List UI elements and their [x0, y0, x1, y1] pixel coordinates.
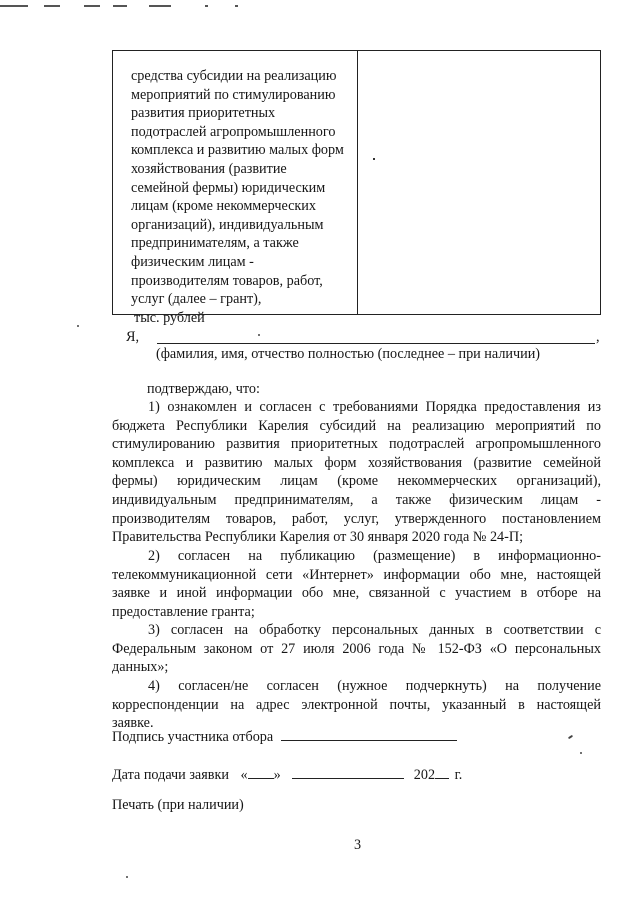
clause-line: 4) согласен/не согласен (нужное подчеркнуть) на получение: [148, 678, 601, 694]
confirmation-intro: подтверждаю, что:: [147, 381, 260, 397]
table-line: лицам (кроме некоммерческих: [131, 198, 316, 215]
scan-artifacts: [0, 0, 640, 12]
clause-line: заявке и иной информации обо мне, связанной с участием в отборе на: [112, 585, 601, 602]
table-left-cell: [131, 67, 361, 327]
date-month-blank[interactable]: [292, 764, 404, 779]
clause-line: 2) согласен на публикацию (размещение) в информационно-: [148, 548, 601, 564]
clause-line: производителям товаров, работ, услуг, утвержденного постановлением: [112, 510, 601, 527]
table-line: хозяйствования (развитие: [131, 160, 287, 177]
table-line: развития приоритетных: [131, 105, 276, 122]
date-year-blank[interactable]: [435, 764, 449, 779]
table-line: семейной фермы) юридическим: [131, 179, 326, 196]
stamp-label: Печать (при наличии): [112, 797, 244, 813]
signature-blank-line[interactable]: [281, 726, 457, 741]
table-line: услуг (далее – грант),: [131, 291, 262, 308]
clause-line: индивидуальным предпринимателям, а также физическим лицам -: [112, 491, 601, 508]
year-prefix: 202: [413, 767, 436, 783]
table-line: организаций), индивидуальным: [131, 216, 324, 233]
date-row: [112, 764, 462, 785]
table-line: средства субсидии на реализацию: [131, 68, 337, 84]
table-line: предпринимателям, а также: [131, 235, 299, 252]
scan-speck: [126, 876, 128, 878]
name-suffix: ,: [596, 329, 600, 345]
table-line: подотраслей агропромышленного: [131, 123, 336, 140]
table-value-cell[interactable]: [358, 51, 600, 314]
clause-line: Правительства Республики Карелия от 30 января 2020 года № 24-П;: [112, 529, 524, 546]
date-day-blank[interactable]: [248, 764, 274, 779]
year-suffix: г.: [454, 767, 463, 783]
clause-line: 1) ознакомлен и согласен с требованиями Порядка предоставления из: [148, 399, 601, 415]
signature-row: [112, 726, 457, 747]
clause-line: данных»;: [112, 659, 169, 676]
clause-line: телекоммуникационной сети «Интернет» информации обо мне, настоящей: [112, 566, 601, 583]
clause-line: заявке.: [112, 715, 154, 732]
table-line: тыс. рублей: [134, 309, 205, 326]
clause-4: [112, 677, 601, 733]
page-number: 3: [354, 837, 362, 853]
scan-speck: [580, 752, 582, 754]
clause-line: бюджета Республики Карелия субсидий на реализацию мероприятий по: [112, 417, 601, 434]
clause-line: корреспонденции на адрес электронной почты, указанный в настоящей: [112, 696, 601, 713]
scan-speck: [568, 735, 573, 740]
date-open-quote: «: [240, 767, 248, 783]
clause-1: [112, 398, 601, 547]
clause-3: [112, 621, 601, 677]
table-line: мероприятий по стимулированию: [131, 86, 336, 103]
table-line: физическим лицам -: [131, 253, 254, 270]
name-blank-line[interactable]: [157, 343, 595, 344]
table-line: производителям товаров, работ,: [131, 272, 323, 289]
clause-line: стимулированию развития приоритетных подотраслей агропромышленного: [112, 436, 601, 453]
name-prefix: Я,: [126, 329, 140, 345]
clause-line: Федеральным законом от 27 июля 2006 года № 152-ФЗ «О персональных: [112, 640, 601, 657]
subsidy-table: [112, 50, 601, 326]
scan-speck: [373, 158, 375, 160]
clause-line: комплекса и развитию малых форм хозяйствования (развитие семейной: [112, 454, 601, 471]
clause-line: 3) согласен на обработку персональных данных в соответствии с: [148, 622, 601, 638]
clause-line: предоставление гранта;: [112, 603, 255, 620]
date-close-quote: »: [273, 767, 281, 783]
name-caption: (фамилия, имя, отчество полностью (последнее – при наличии): [156, 346, 541, 362]
clause-line: фермы) юридическим лицам (кроме некоммерческих организаций),: [112, 473, 601, 490]
signature-label: Подпись участника отбора: [112, 729, 274, 745]
scan-speck: [77, 325, 79, 327]
clause-2: [112, 547, 601, 621]
date-label: Дата подачи заявки: [112, 767, 229, 783]
table-line: комплекса и развитию малых форм: [131, 142, 344, 159]
